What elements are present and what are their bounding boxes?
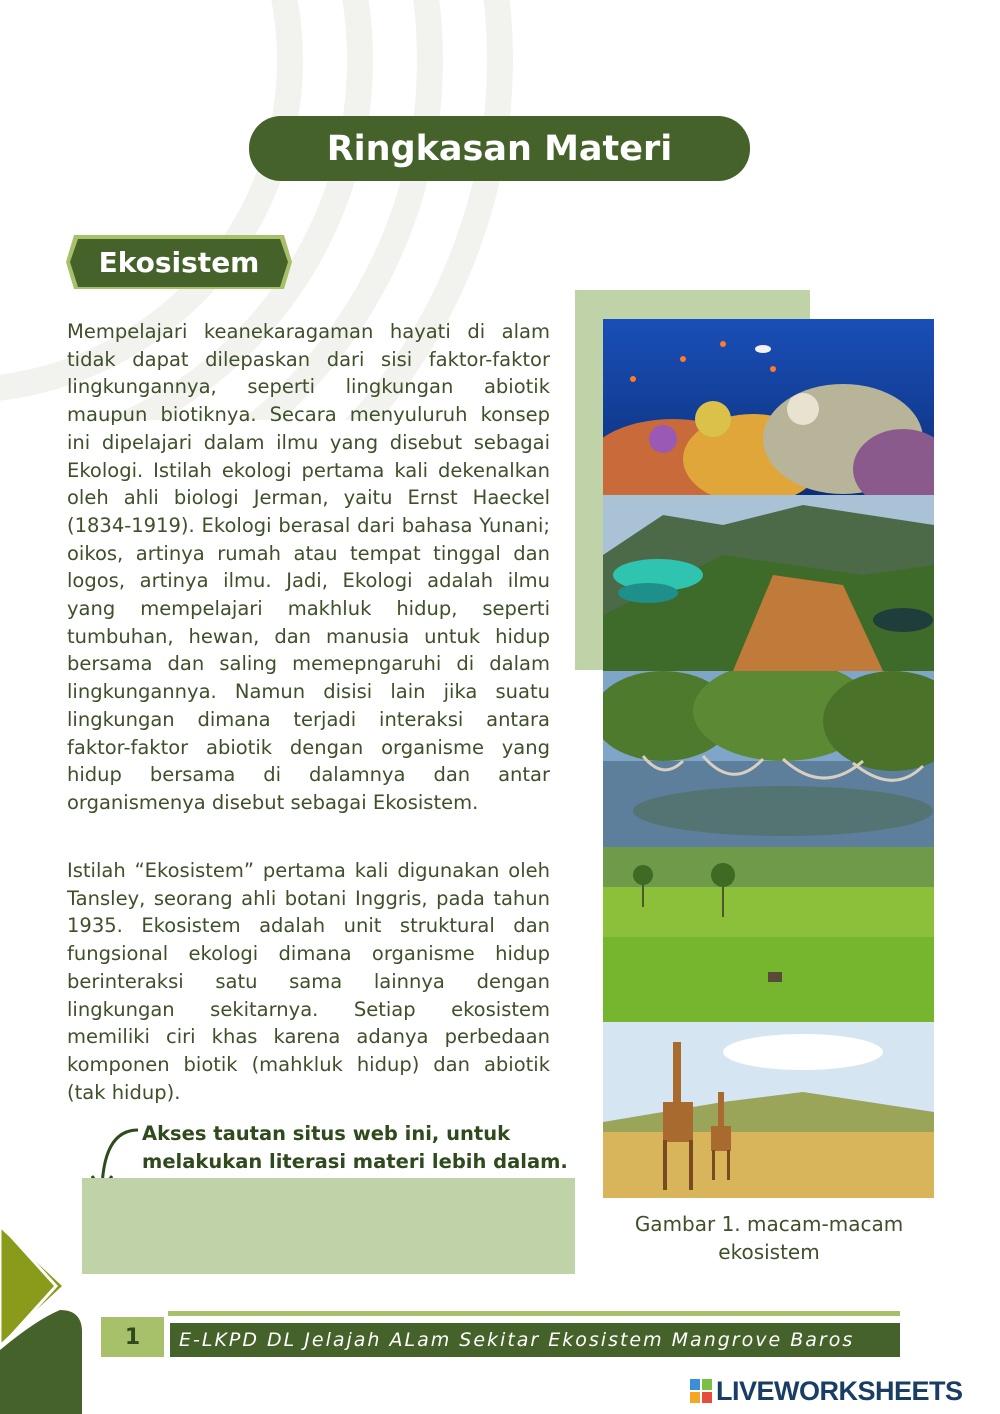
callout-line2: melakukan literasi materi lebih dalam. xyxy=(142,1150,568,1173)
paragraph-ecology: Mempelajari keanekaragaman hayati di alam tidak dapat dilepaskan dari sisi faktor-faktor lingkungannya, seperti lingkungan abiotik maupun biotiknya. Secara menyuluruh konsep ini dipelajari dalam ilmu yang disebut sebagai Ekologi. Istilah ekologi pertama kali dekenalkan oleh ahli biologi Jerman, yaitu Ernst Haeckel (1834-1919). Ekologi berasal dari bahasa Yunani; oikos, artinya rumah atau tempat tinggal dan logos, artinya ilmu. Jadi, Ekologi adalah ilmu yang mempelajari makhluk hidup, seperti tumbuhan, hewan, dan manusia untuk hidup bersama dan saling memepngaruhi di dalam lingkungannya. Namun disisi lain jika suatu lingkungan dimana terjadi interaksi antara faktor-faktor abiotik dengan organisme yang hidup bersama di dalamnya dan antar organismenya disebut sebagai Ekosistem. xyxy=(67,320,550,814)
figure-caption xyxy=(604,1210,934,1266)
corner-decoration xyxy=(0,1220,90,1414)
brand-name: LIVEWORKSHEETS xyxy=(716,1375,963,1406)
liveworksheets-icon xyxy=(690,1379,712,1403)
callout-line1: Akses tautan situs web ini, untuk xyxy=(142,1122,511,1145)
mangrove-forest-image xyxy=(603,671,934,847)
rice-field-image xyxy=(603,847,934,1023)
figure-caption-line2: ekosistem xyxy=(718,1240,820,1264)
coral-reef-image xyxy=(603,319,934,495)
web-link-box[interactable] xyxy=(82,1178,575,1274)
section-heading-tag xyxy=(66,233,292,291)
savanna-giraffe-image xyxy=(603,1022,934,1198)
page-number: 1 xyxy=(101,1317,164,1357)
footer-line xyxy=(168,1311,900,1316)
volcano-crater-lake-image xyxy=(603,495,934,671)
page-title: Ringkasan Materi xyxy=(249,116,750,181)
web-link-callout xyxy=(142,1120,582,1176)
brand-logo[interactable] xyxy=(690,1374,963,1408)
paragraph-ecosystem: Istilah “Ekosistem” pertama kali digunakan oleh Tansley, seorang ahli botani Inggris, pada tahun 1935. Ekosistem adalah unit struktural dan fungsional ekologi dimana organisme hidup berinteraksi satu sama lainnya dengan lingkungan sekitarnya. Setiap ekosistem memiliki ciri khas karena adanya perbedaan komponen biotik (mahkluk hidup) dan abiotik (tak hidup). xyxy=(67,859,550,1104)
footer-title: E-LKPD DL Jelajah ALam Sekitar Ekosistem Mangrove Baros xyxy=(170,1323,900,1357)
figure-caption-line1: Gambar 1. macam-macam xyxy=(634,1212,904,1236)
section-heading: Ekosistem xyxy=(98,245,260,279)
